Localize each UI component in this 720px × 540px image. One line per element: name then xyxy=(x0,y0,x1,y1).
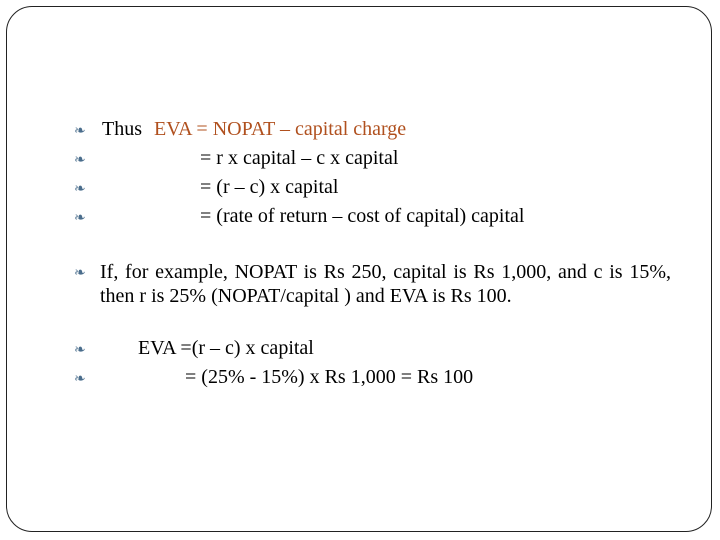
formula-prefix: Thus xyxy=(102,118,142,140)
floral-bullet-icon xyxy=(74,339,86,363)
example-text: = (25% - 15%) x Rs 1,000 = Rs 100 xyxy=(185,366,474,388)
floral-bullet-icon xyxy=(74,207,86,231)
formula-text: EVA = NOPAT – capital charge xyxy=(154,118,407,140)
example-paragraph: If, for example, NOPAT is Rs 250, capital is Rs 1,000, and c is 15%, then r is 25% (NOPAT/capital ) and EVA is Rs 100. xyxy=(100,261,671,307)
formula-text: = (rate of return – cost of capital) capital xyxy=(200,205,525,227)
floral-bullet-icon xyxy=(74,178,86,202)
floral-bullet-icon xyxy=(74,265,86,282)
example-text: EVA =(r – c) x capital xyxy=(138,337,314,359)
floral-bullet-icon xyxy=(74,120,86,144)
formula-text: = r x capital – c x capital xyxy=(200,147,399,169)
floral-bullet-icon xyxy=(74,368,86,392)
floral-bullet-icon xyxy=(74,149,86,173)
formula-text: = (r – c) x capital xyxy=(200,176,339,198)
